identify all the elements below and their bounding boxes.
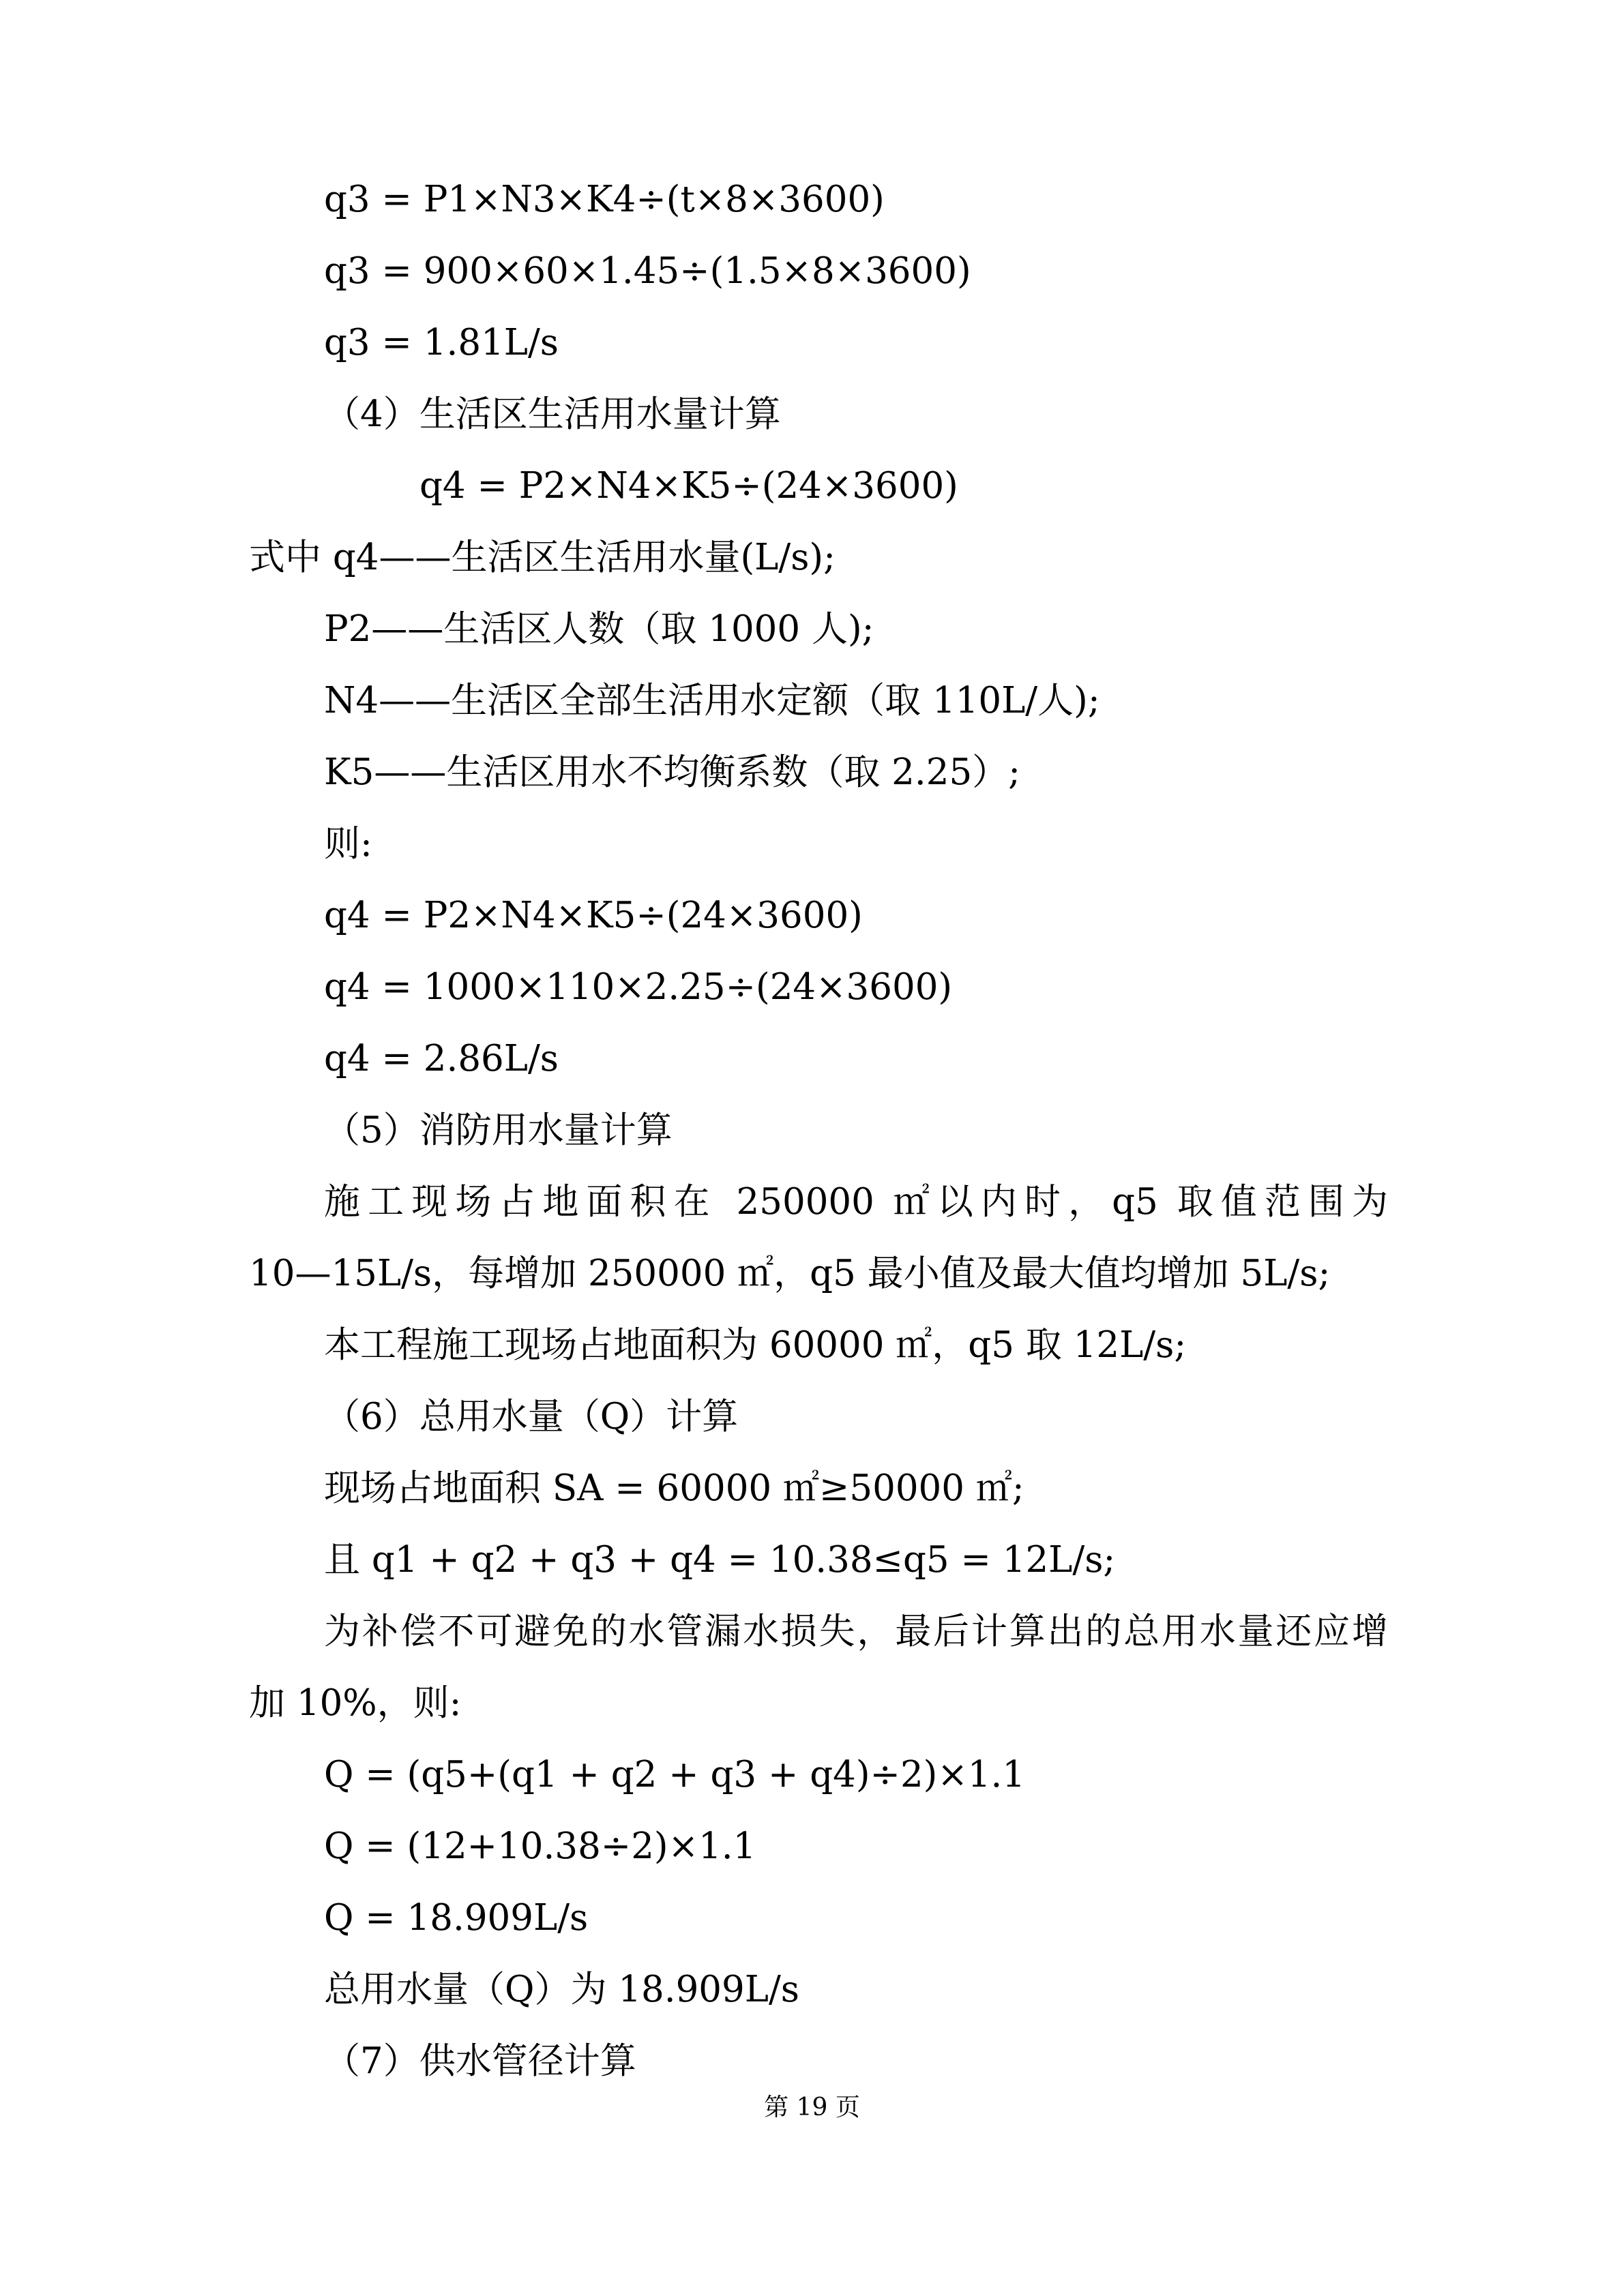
section-heading-6: （6）总用水量（Q）计算 <box>324 1396 739 1437</box>
formula-q4-substituted: q4 = 1000×110×2.25÷(24×3600) <box>324 966 953 1008</box>
paragraph-sum-comparison: 且 q1 + q2 + q3 + q4 = 10.38≤q5 = 12L/s; <box>324 1539 1116 1581</box>
paragraph-total-water: 总用水量（Q）为 18.909L/s <box>324 1969 799 2010</box>
paragraph-site-area-sa: 现场占地面积 SA = 60000 ㎡≥50000 ㎡; <box>324 1467 1024 1509</box>
formula-q3-substituted: q3 = 900×60×1.45÷(1.5×8×3600) <box>324 250 971 292</box>
paragraph-leakage-line2: 加 10%，则: <box>249 1682 462 1724</box>
formula-Q-general: Q = (q5+(q1 + q2 + q3 + q4)÷2)×1.1 <box>324 1754 1026 1795</box>
definition-k5: K5——生活区用水不均衡系数（取 2.25）; <box>324 751 1021 793</box>
section-heading-5: （5）消防用水量计算 <box>324 1109 673 1151</box>
formula-q4-general: q4 = P2×N4×K5÷(24×3600) <box>324 895 863 936</box>
paragraph-leakage-line1: 为补偿不可避免的水管漏水损失，最后计算出的总用水量还应增 <box>324 1611 1388 1652</box>
section-heading-4: （4）生活区生活用水量计算 <box>324 393 781 435</box>
formula-q4-definition: q4 = P2×N4×K5÷(24×3600) <box>419 465 958 507</box>
paragraph-fire-water-line1: 施工现场占地面积在 250000 ㎡以内时，q5 取值范围为 <box>324 1181 1388 1223</box>
formula-q4-result: q4 = 2.86L/s <box>324 1038 559 1079</box>
definition-p2: P2——生活区人数（取 1000 人); <box>324 608 874 650</box>
formula-Q-substituted: Q = (12+10.38÷2)×1.1 <box>324 1825 756 1867</box>
formula-q3-result: q3 = 1.81L/s <box>324 322 559 363</box>
formula-Q-result: Q = 18.909L/s <box>324 1897 589 1939</box>
page-number-footer: 第 19 页 <box>764 2093 860 2121</box>
definition-q4: 式中 q4——生活区生活用水量(L/s); <box>249 537 836 578</box>
then-label: 则: <box>324 823 372 865</box>
section-heading-7: （7）供水管径计算 <box>324 2040 636 2082</box>
formula-q3-general: q3 = P1×N3×K4÷(t×8×3600) <box>324 179 885 220</box>
definition-n4: N4——生活区全部生活用水定额（取 110L/人); <box>324 680 1100 721</box>
paragraph-fire-water-line2: 10—15L/s，每增加 250000 ㎡，q5 最小值及最大值均增加 5L/s; <box>249 1253 1331 1294</box>
paragraph-site-area: 本工程施工现场占地面积为 60000 ㎡，q5 取 12L/s; <box>324 1324 1187 1366</box>
